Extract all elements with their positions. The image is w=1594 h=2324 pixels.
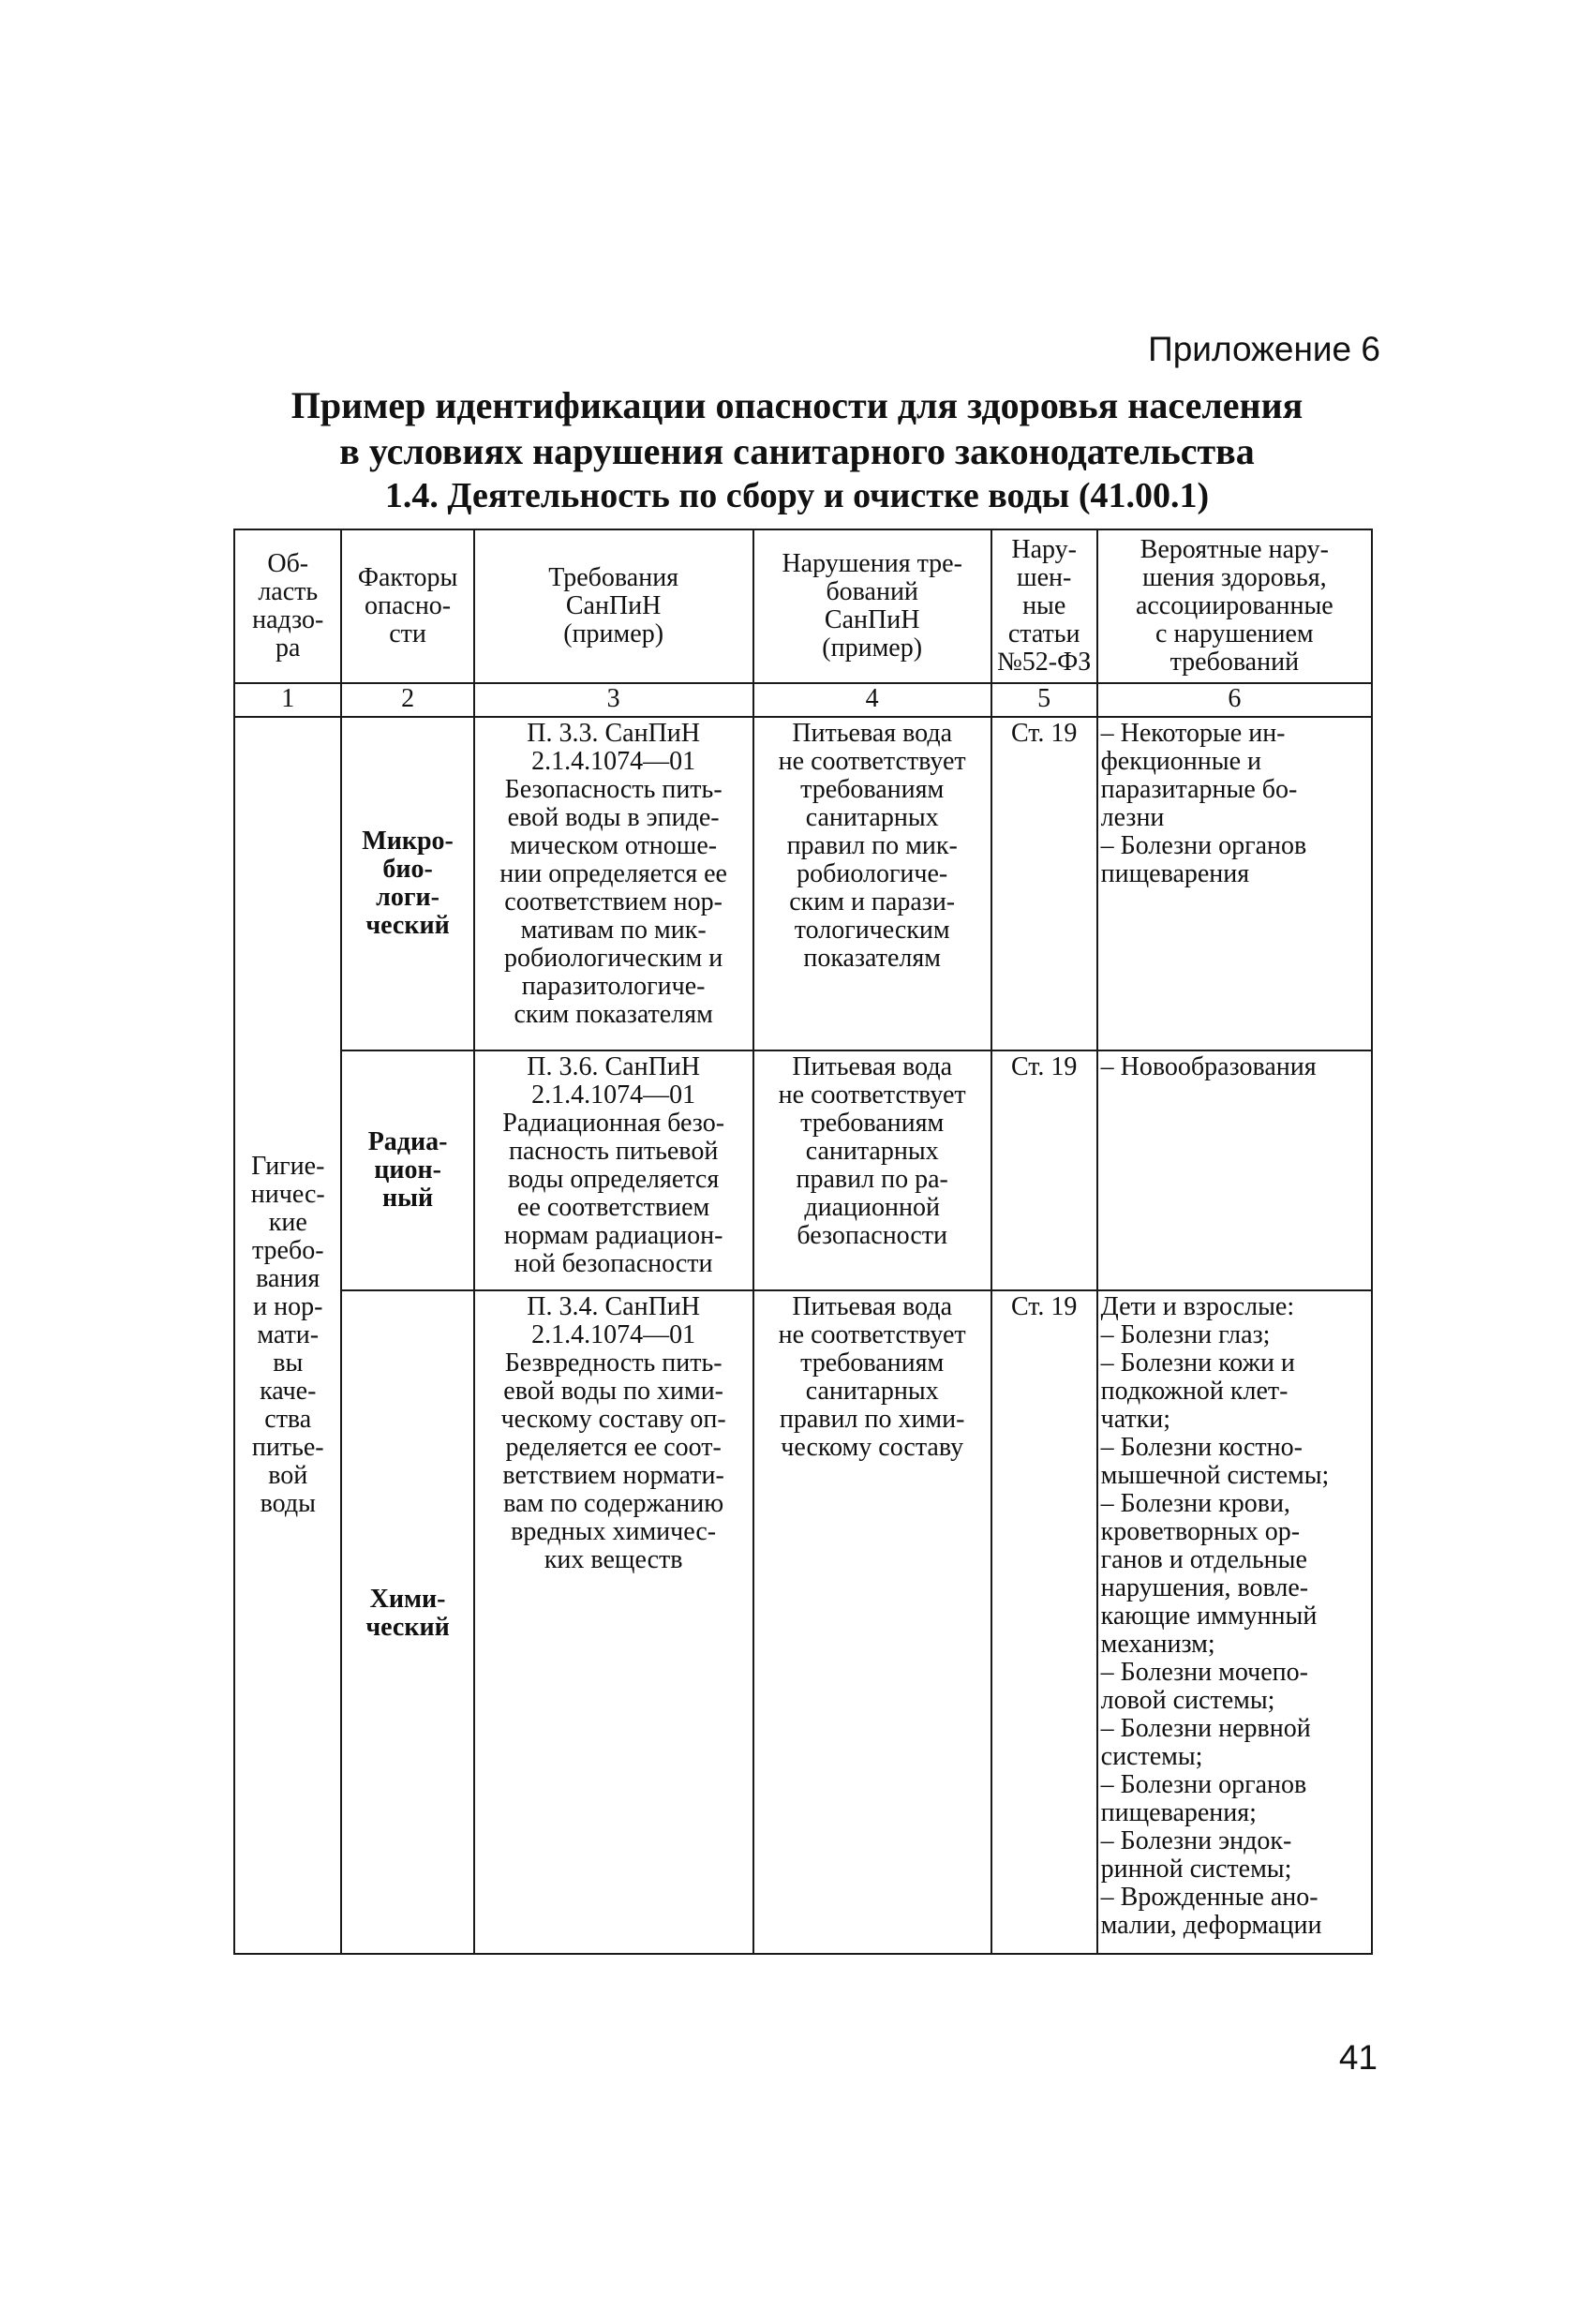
text-line: правил по ра-: [796, 1165, 948, 1194]
title-line-2: в условиях нарушения санитарного законодательства: [339, 430, 1255, 472]
text-line: шен-: [1017, 563, 1072, 592]
text-line: – Болезни крови,: [1100, 1489, 1290, 1518]
text-line: ческий: [365, 911, 450, 940]
text-line: показателям: [803, 944, 941, 973]
text-line: ные: [1022, 591, 1066, 620]
article-cell: Ст. 19: [991, 1050, 1097, 1290]
text-line: ческому составу оп-: [500, 1405, 726, 1434]
text-line: №52-ФЗ: [997, 648, 1092, 677]
text-line: – Болезни органов: [1100, 831, 1307, 860]
text-line: требованиям: [800, 1109, 945, 1138]
text-line: Вероятные нару-: [1140, 535, 1329, 564]
text-line: ским и парази-: [789, 887, 956, 916]
text-line: – Болезни глаз;: [1100, 1320, 1271, 1349]
column-number: 5: [991, 683, 1097, 717]
text-line: ределяется ее соот-: [505, 1433, 722, 1462]
factor-cell-radiation: [341, 1050, 473, 1290]
text-line: ства: [264, 1405, 312, 1434]
text-line: 2.1.4.1074—01: [531, 1320, 696, 1349]
header-area: [234, 529, 341, 683]
text-line: – Болезни кожи и: [1100, 1348, 1295, 1378]
text-line: 2.1.4.1074—01: [531, 1080, 696, 1110]
text-line: малии, деформации: [1100, 1911, 1322, 1940]
text-line: цион-: [374, 1155, 441, 1184]
health-cell: [1097, 1290, 1372, 1954]
text-line: кроветворных ор-: [1100, 1517, 1301, 1546]
text-line: требований: [1169, 648, 1300, 677]
text-line: Хими-: [369, 1585, 446, 1614]
text-line: П. 3.4. СанПиН: [527, 1292, 700, 1321]
text-line: ласть: [258, 577, 319, 606]
table-row-microbiological: [234, 717, 1372, 1050]
text-line: ной безопасности: [514, 1249, 713, 1278]
text-line: П. 3.6. СанПиН: [527, 1052, 700, 1081]
text-line: ганов и отдельные: [1100, 1545, 1307, 1574]
text-line: (пример): [822, 633, 923, 663]
factor-cell-microbiological: [341, 717, 473, 1050]
text-line: логи-: [376, 883, 439, 912]
column-number: 3: [474, 683, 753, 717]
text-line: требо-: [251, 1236, 324, 1265]
text-line: Гигие-: [251, 1152, 325, 1181]
table-row-chemical: [234, 1290, 1372, 1954]
text-line: пищеварения: [1100, 859, 1250, 888]
text-line: СанПиН: [565, 591, 662, 620]
text-line: чатки;: [1100, 1405, 1171, 1434]
health-cell: [1097, 717, 1372, 1050]
text-line: Факторы: [357, 563, 458, 592]
factor-cell-chemical: [341, 1290, 473, 1954]
text-line: Радиа-: [367, 1127, 448, 1156]
text-line: Микро-: [362, 827, 454, 856]
text-line: – Болезни нервной: [1100, 1714, 1311, 1743]
text-line: пищеварения;: [1100, 1798, 1257, 1827]
text-line: ческий: [365, 1613, 450, 1642]
text-line: соответствием нор-: [504, 887, 723, 916]
text-line: – Болезни органов: [1100, 1770, 1307, 1799]
requirement-cell: [474, 717, 753, 1050]
column-number: 4: [753, 683, 991, 717]
header-factors: [341, 529, 473, 683]
text-line: П. 3.3. СанПиН: [527, 719, 700, 748]
column-number: 6: [1097, 683, 1372, 717]
text-line: фекционные и: [1100, 747, 1261, 776]
text-line: статьи: [1007, 619, 1080, 648]
text-line: ких веществ: [544, 1545, 683, 1574]
text-line: нормам радиацион-: [503, 1221, 723, 1250]
text-line: Нару-: [1011, 535, 1077, 564]
text-line: каче-: [260, 1377, 317, 1406]
text-line: тологическим: [794, 916, 950, 945]
text-line: вредных химичес-: [511, 1517, 717, 1546]
text-line: Радиационная безо-: [502, 1109, 725, 1138]
table-header-row: [234, 529, 1372, 683]
text-line: не соответствует: [778, 1080, 966, 1110]
text-line: мышечной системы;: [1100, 1461, 1330, 1490]
violation-cell: [753, 1290, 991, 1954]
health-cell: [1097, 1050, 1372, 1290]
column-number: 1: [234, 683, 341, 717]
text-line: кающие иммунный: [1100, 1601, 1318, 1631]
text-line: Питьевая вода: [792, 719, 953, 748]
requirement-cell: [474, 1290, 753, 1954]
text-line: санитарных: [805, 1137, 939, 1166]
text-line: подкожной клет-: [1100, 1377, 1289, 1406]
text-line: нии определяется ее: [499, 859, 727, 888]
text-line: вой: [268, 1461, 308, 1490]
text-line: Питьевая вода: [792, 1052, 953, 1081]
text-line: Требования: [548, 563, 679, 592]
text-line: пасность питьевой: [508, 1137, 719, 1166]
text-line: ассоциированные: [1135, 591, 1333, 620]
section-subtitle: 1.4. Деятельность по сбору и очистке воды (41.00.1): [384, 476, 1210, 515]
text-line: ный: [381, 1184, 434, 1213]
text-line: – Новообразования: [1100, 1052, 1317, 1081]
text-line: системы;: [1100, 1742, 1203, 1771]
text-line: вам по содержанию: [503, 1489, 724, 1518]
header-health: [1097, 529, 1372, 683]
text-line: требованиям: [800, 775, 945, 804]
text-line: безопасности: [797, 1221, 948, 1250]
column-numbers-row: [234, 683, 1372, 717]
text-line: мати-: [257, 1320, 320, 1349]
text-line: вания: [256, 1264, 320, 1293]
text-line: шения здоровья,: [1142, 563, 1327, 592]
text-line: не соответствует: [778, 1320, 966, 1349]
article-cell: Ст. 19: [991, 1290, 1097, 1954]
text-line: правил по мик-: [786, 831, 958, 860]
text-line: робиологиче-: [797, 859, 948, 888]
appendix-label: Приложение 6: [1148, 330, 1380, 368]
text-line: опасно-: [364, 591, 452, 620]
text-line: ра: [276, 633, 301, 663]
requirement-cell: [474, 1050, 753, 1290]
text-line: кие: [268, 1208, 307, 1237]
text-line: диационной: [804, 1193, 940, 1222]
header-violations: [753, 529, 991, 683]
column-number: 2: [341, 683, 473, 717]
text-line: бований: [826, 577, 918, 606]
title-line-1: Пример идентификации опасности для здоровья населения: [290, 384, 1304, 426]
header-articles: [991, 529, 1097, 683]
text-line: санитарных: [805, 1377, 939, 1406]
text-line: Безопасность пить-: [504, 775, 723, 804]
factor-chemical-text: [345, 1586, 469, 1642]
text-line: правил по хими-: [779, 1405, 965, 1434]
text-line: ловой системы;: [1100, 1686, 1275, 1715]
hazard-table: [233, 529, 1373, 1955]
text-line: ничес-: [250, 1180, 325, 1209]
text-line: робиологическим и: [504, 944, 723, 973]
text-line: паразитарные бо-: [1100, 775, 1298, 804]
text-line: – Врожденные ано-: [1100, 1883, 1318, 1912]
text-line: ческому составу: [781, 1433, 964, 1462]
text-line: вы: [273, 1348, 304, 1378]
text-line: ским показателям: [514, 1000, 713, 1029]
text-line: надзо-: [252, 605, 324, 634]
violation-cell: [753, 717, 991, 1050]
text-line: паразитологиче-: [521, 972, 706, 1001]
text-line: воды: [260, 1489, 316, 1518]
text-line: 2.1.4.1074—01: [531, 747, 696, 776]
text-line: лезни: [1100, 803, 1165, 832]
text-line: питье-: [251, 1433, 324, 1462]
text-line: био-: [382, 855, 433, 884]
text-line: сти: [389, 619, 426, 648]
violation-cell: [753, 1050, 991, 1290]
text-line: и нор-: [253, 1292, 323, 1321]
text-line: мативам по мик-: [520, 916, 707, 945]
text-line: требованиям: [800, 1348, 945, 1378]
text-line: – Некоторые ин-: [1100, 719, 1286, 748]
text-line: ее соответствием: [517, 1193, 710, 1222]
text-line: санитарных: [805, 803, 939, 832]
text-line: ветствием нормати-: [502, 1461, 724, 1490]
supervision-area-cell: [234, 717, 341, 1954]
article-cell: Ст. 19: [991, 717, 1097, 1050]
text-line: мическом отноше-: [510, 831, 718, 860]
text-line: механизм;: [1100, 1630, 1215, 1659]
text-line: Дети и взрослые:: [1100, 1292, 1295, 1321]
text-line: евой воды по хими-: [503, 1377, 723, 1406]
table-row-radiation: [234, 1050, 1372, 1290]
text-line: нарушения, вовле-: [1100, 1573, 1309, 1602]
text-line: Нарушения тре-: [782, 549, 962, 578]
text-line: СанПиН: [824, 605, 920, 634]
document-title: [0, 382, 1594, 474]
text-line: – Болезни костно-: [1100, 1433, 1303, 1462]
text-line: Об-: [267, 549, 309, 578]
text-line: (пример): [563, 619, 664, 648]
text-line: воды определяется: [508, 1165, 720, 1194]
text-line: евой воды в эпиде-: [507, 803, 720, 832]
page-number: 41: [1338, 2038, 1378, 2077]
text-line: Безвредность пить-: [504, 1348, 723, 1378]
text-line: ринной системы;: [1100, 1855, 1292, 1884]
text-line: с нарушением: [1155, 619, 1314, 648]
header-requirements: [474, 529, 753, 683]
text-line: – Болезни мочепо-: [1100, 1658, 1308, 1687]
text-line: Питьевая вода: [792, 1292, 953, 1321]
text-line: не соответствует: [778, 747, 966, 776]
text-line: – Болезни эндок-: [1100, 1826, 1292, 1855]
